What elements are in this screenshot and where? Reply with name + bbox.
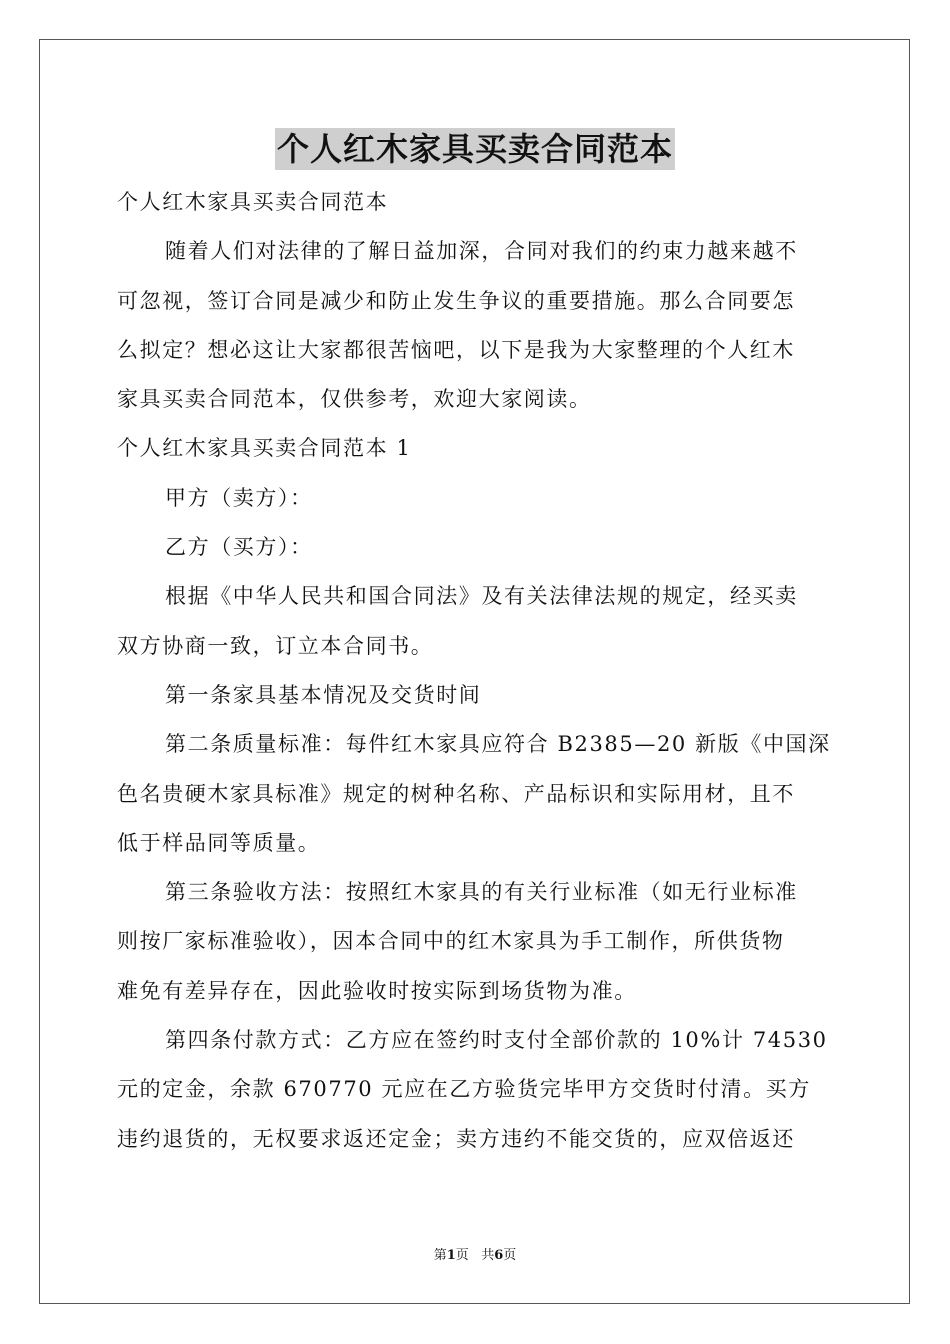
text-line: 个人红木家具买卖合同范本 [117,190,389,214]
text-line: 随着人们对法律的了解日益加深，合同对我们的约束力越来越不 [165,239,798,264]
title-container [0,128,950,170]
total-label-suffix: 页 [503,1248,517,1263]
page-label-prefix: 第 [433,1248,447,1263]
text-line: 第三条验收方法：按照红木家具的有关行业标准（如无行业标准 [165,880,798,905]
text-line: 可忽视，签订合同是减少和防止发生争议的重要措施。那么合同要怎 [117,288,795,313]
page-number: 1 [446,1248,456,1263]
total-label-prefix: 共 [481,1248,495,1263]
document-title: 个人红木家具买卖合同范本 [276,130,673,168]
text-line: 家具买卖合同范本，仅供参考，欢迎大家阅读。 [117,387,592,412]
text-line: 根据《中华人民共和国合同法》及有关法律法规的规定，经买卖 [165,584,798,609]
page-label-suffix: 页 [455,1248,469,1263]
text-line: 第一条家具基本情况及交货时间 [165,682,482,707]
text-line: 个人红木家具买卖合同范本 1 [117,436,412,461]
text-line: 乙方（买方）： [165,535,313,560]
text-line: 第四条付款方式：乙方应在签约时支付全部价款的 10%计 74530 [165,1028,828,1053]
text-line: 元的定金，余款 670770 元应在乙方验货完毕甲方交货时付清。买方 [117,1077,811,1102]
text-line: 甲方（卖方）： [165,485,313,510]
text-line: 则按厂家标准验收），因本合同中的红木家具为手工制作，所供货物 [117,929,785,954]
text-line: 双方协商一致，订立本合同书。 [117,633,434,658]
text-line: 低于样品同等质量。 [117,830,321,855]
text-line: 违约退货的，无权要求返还定金；卖方违约不能交货的，应双倍返还 [117,1126,795,1151]
text-line: 色名贵硬木家具标准》规定的树种名称、产品标识和实际用材，且不 [117,781,795,806]
text-line: 第二条质量标准：每件红木家具应符合 B2385—20 新版《中国深 [165,732,831,757]
text-line: 难免有差异存在，因此验收时按实际到场货物为准。 [117,978,637,1003]
document-body [117,178,833,1164]
page-footer [0,1246,950,1266]
total-pages: 6 [494,1248,504,1263]
text-line: 么拟定？想必这让大家都很苦恼吧，以下是我为大家整理的个人红木 [117,337,795,362]
